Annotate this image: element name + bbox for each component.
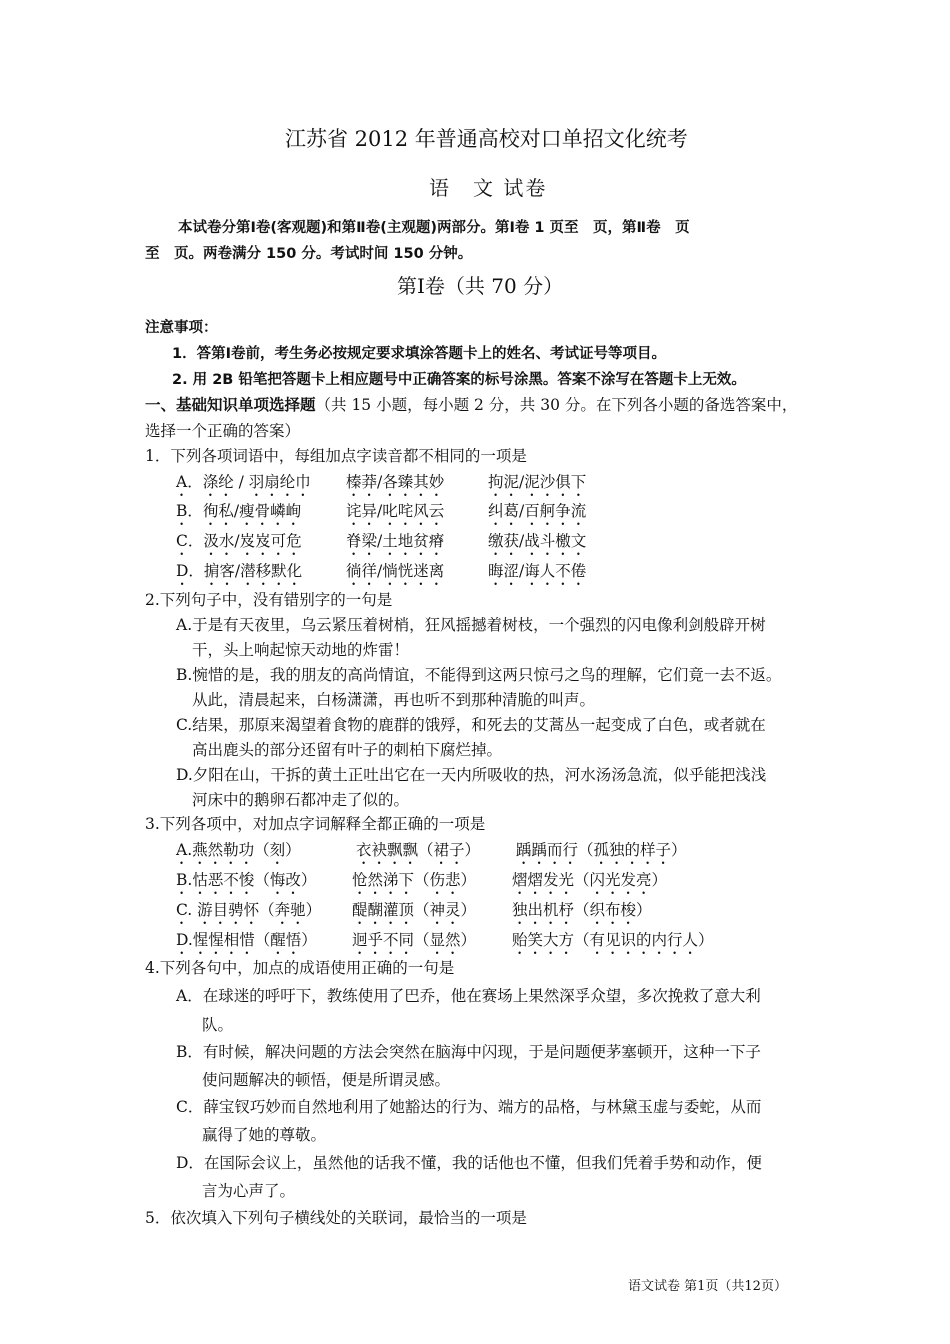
q1-option-d-1: D．掮客/潜移默化	[176, 562, 303, 580]
q2-option-b-line-1: B.惋惜的是，我的朋友的高尚情谊，不能得到这两只惊弓之鸟的理解，它们竟一去不返。	[176, 666, 782, 684]
notes-item-2: 2. 用 2B 铅笔把答题卡上相应题号中正确答案的标号涂黑。答案不涂写在答题卡上无效。	[172, 372, 746, 388]
q1-option-d-3: 晦涩/诲人不倦	[488, 562, 587, 580]
q3-option-d-1: D.惺惺相惜（醒悟）	[176, 931, 317, 949]
q4-option-a-line-1: A．在球迷的呼吁下，教练使用了巴乔，他在赛场上果然深孚众望，多次挽救了意大利	[176, 987, 761, 1005]
q4-stem: 4.下列各句中，加点的成语使用正确的一句是	[145, 959, 455, 977]
q3-option-a-2: 衣袂飘飘（裙子）	[356, 841, 481, 859]
q3-option-c-2: 醍醐灌顶（神灵）	[352, 901, 477, 919]
part-one-heading: 第Ⅰ卷（共 70 分）	[397, 274, 564, 298]
notes-heading: 注意事项：	[145, 320, 218, 336]
section-one-instructions-2: 选择一个正确的答案）	[145, 422, 301, 440]
q2-option-a-line-2: 干，头上响起惊天动地的炸雷！	[192, 641, 410, 659]
section-one-instructions: （共 15 小题，每小题 2 分，共 30 分。在下列各小题的备选答案中，	[315, 396, 798, 414]
q1-option-a-1: A．涤纶 / 羽扇纶巾	[176, 473, 311, 491]
q2-option-d-line-2: 河床中的鹅卵石都冲走了似的。	[192, 791, 410, 809]
q1-option-c-1: C．汲水/岌岌可危	[176, 532, 302, 550]
q4-option-d-line-1: D．在国际会议上，虽然他的话我不懂，我的话他也不懂，但我们凭着手势和动作，便	[176, 1154, 762, 1172]
page-footer: 语文试卷 第1页（共12页）	[628, 1279, 787, 1294]
q1-option-a-2: 榛莽/各臻其妙	[346, 473, 445, 491]
q3-option-b-1: B.怙恶不悛（悔改）	[176, 871, 317, 889]
q3-option-c-3: 独出机杼（织布梭）	[512, 901, 652, 919]
exam-title: 江苏省 2012 年普通高校对口单招文化统考	[285, 127, 688, 151]
q1-option-d-2: 徜徉/惝恍迷离	[346, 562, 445, 580]
q1-option-c-3: 缴获/战斗檄文	[488, 532, 587, 550]
q4-option-c-line-2: 赢得了她的尊敬。	[202, 1126, 327, 1144]
q3-stem: 3.下列各项中，对加点字词解释全都正确的一项是	[145, 815, 486, 833]
q4-option-b-line-1: B．有时候，解决问题的方法会突然在脑海中闪现，于是问题便茅塞顿开，这种一下子	[176, 1043, 761, 1061]
section-one-title: 一、基础知识单项选择题	[145, 396, 316, 414]
notes-item-1: 1．答第Ⅰ卷前，考生务必按规定要求填涂答题卡上的姓名、考试证号等项目。	[172, 346, 666, 362]
q4-option-a-line-2: 队。	[202, 1016, 234, 1034]
q3-option-d-2: 迥乎不同（显然）	[352, 931, 477, 949]
q1-option-b-2: 诧异/叱咤风云	[346, 502, 445, 520]
q2-stem: 2.下列句子中，没有错别字的一句是	[145, 591, 393, 609]
q2-option-c-line-1: C.结果，那原来渴望着食物的鹿群的饿殍，和死去的艾蒿丛一起变成了白色，或者就在	[176, 716, 766, 734]
exam-subtitle: 语 文 试卷	[429, 176, 548, 200]
q1-option-c-2: 脊梁/土地贫瘠	[346, 532, 445, 550]
q4-option-c-line-1: C．薛宝钗巧妙而自然地利用了她豁达的行为、端方的品格，与林黛玉虚与委蛇，从而	[176, 1098, 762, 1116]
q3-option-a-1: A.燕然勒功（刻）	[176, 841, 301, 859]
intro-line-1: 本试卷分第Ⅰ卷(客观题)和第Ⅱ卷(主观题)两部分。第Ⅰ卷 1 页至 页，第Ⅱ卷 页	[178, 220, 690, 236]
q4-option-d-line-2: 言为心声了。	[202, 1182, 296, 1200]
q1-option-b-3: 纠葛/百舸争流	[488, 502, 587, 520]
section-one-heading	[145, 394, 797, 416]
q4-option-b-line-2: 使问题解决的顿悟，便是所谓灵感。	[202, 1071, 451, 1089]
q3-option-d-3: 贻笑大方（有见识的内行人）	[512, 931, 714, 949]
q1-option-b-1: B．徇私/瘦骨嶙峋	[176, 502, 302, 520]
q2-option-b-line-2: 从此，清晨起来，白杨潇潇，再也听不到那种清脆的叫声。	[192, 691, 596, 709]
q5-stem: 5．依次填入下列句子横线处的关联词，最恰当的一项是	[145, 1209, 527, 1227]
q2-option-a-line-1: A.于是有天夜里，乌云紧压着树梢，狂风摇撼着树枝，一个强烈的闪电像利剑般辟开树	[176, 616, 766, 634]
intro-line-2: 至 页。两卷满分 150 分。考试时间 150 分钟。	[145, 246, 473, 262]
q3-option-c-1: C. 游目骋怀（奔驰）	[176, 901, 322, 919]
q3-option-b-3: 熠熠发光（闪光发亮）	[512, 871, 668, 889]
q1-option-a-3: 拘泥/泥沙俱下	[488, 473, 587, 491]
q2-option-d-line-1: D.夕阳在山，干拆的黄土正吐出它在一天内所吸收的热，河水汤汤急流，似乎能把浅浅	[176, 766, 767, 784]
q3-option-a-3: 踽踽而行（孤独的样子）	[516, 841, 687, 859]
q3-option-b-2: 怆然涕下（伤悲）	[352, 871, 477, 889]
q1-stem: 1．下列各项词语中，每组加点字读音都不相同的一项是	[145, 447, 527, 465]
q2-option-c-line-2: 高出鹿头的部分还留有叶子的刺柏下腐烂掉。	[192, 741, 503, 759]
